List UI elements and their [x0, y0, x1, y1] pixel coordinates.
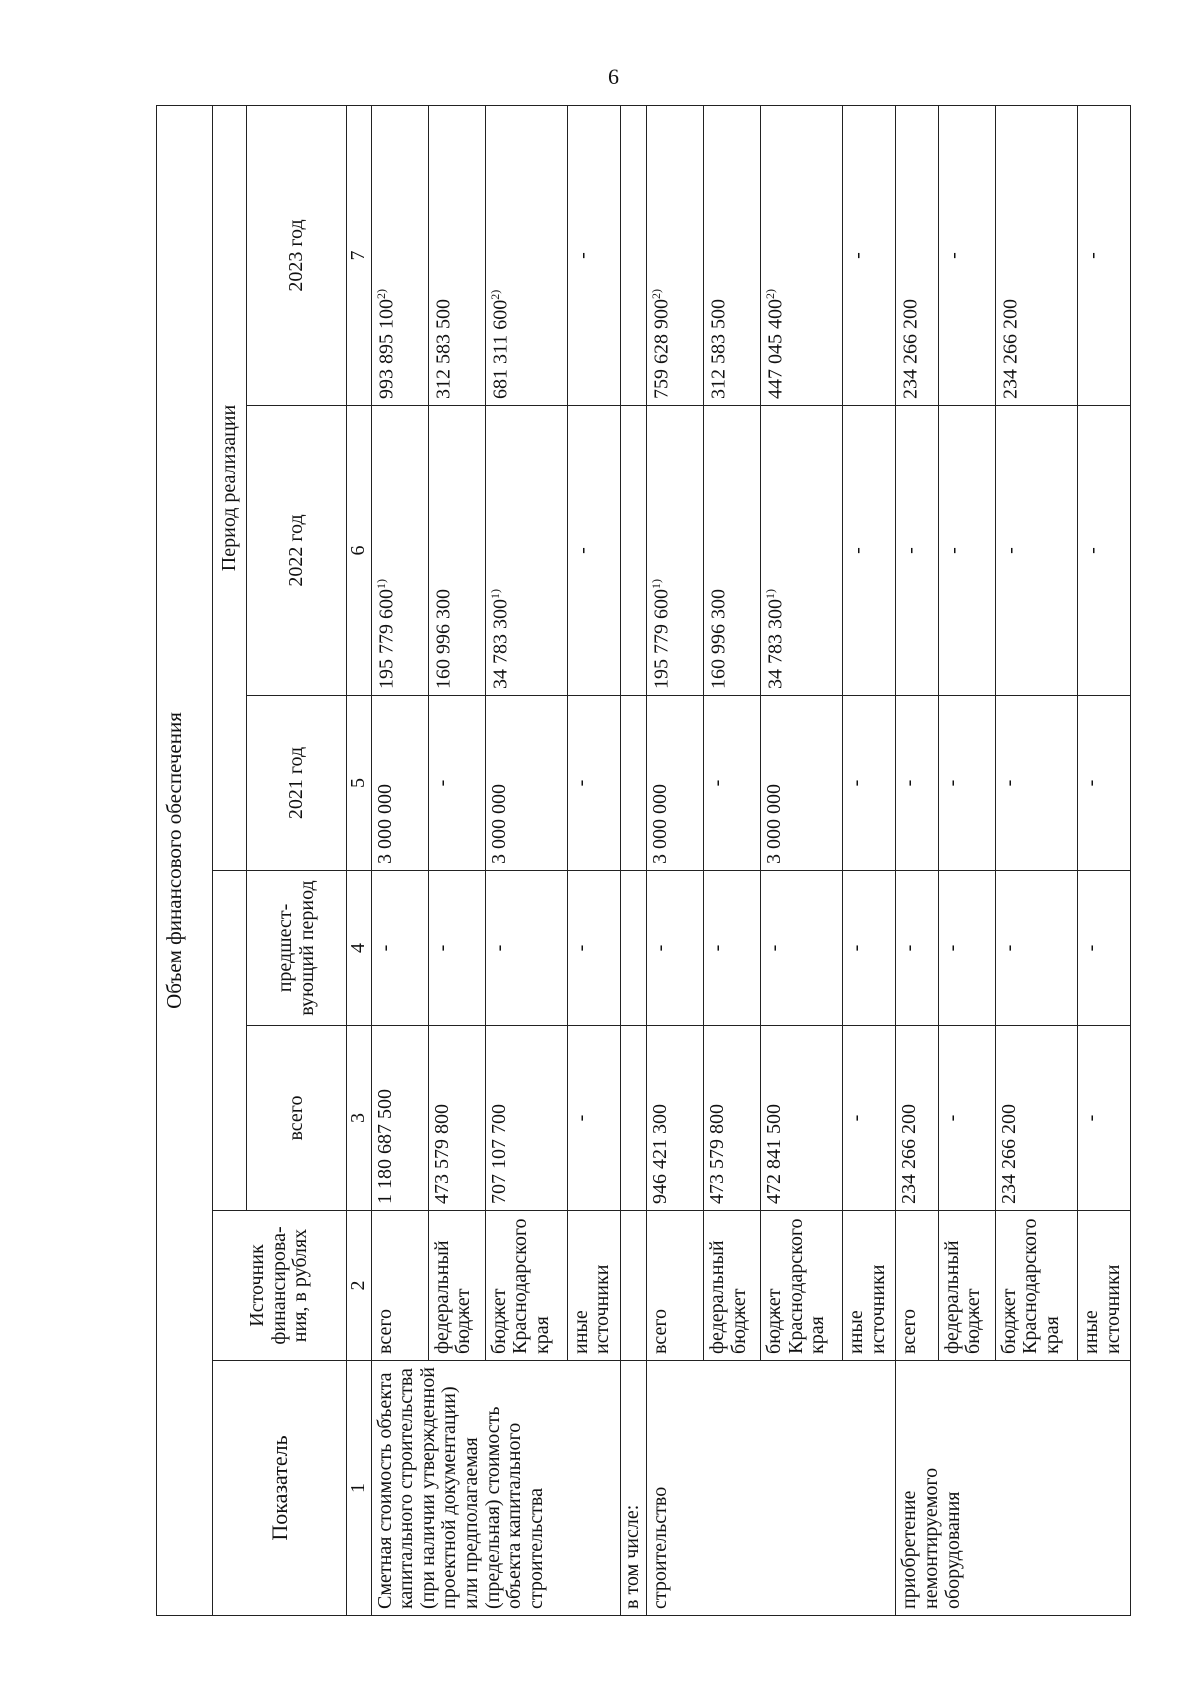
- col-number: 7: [347, 106, 372, 406]
- source-cell: федеральный бюджет: [938, 1211, 995, 1361]
- y2021-cell: 3 000 000: [761, 696, 843, 871]
- header-2023: 2023 год: [247, 106, 347, 406]
- y2021-cell: -: [896, 696, 938, 871]
- y2022-cell: 34 783 300$^{1)}$: [485, 406, 567, 696]
- total-cell: 234 266 200: [995, 1026, 1077, 1211]
- empty-cell: [620, 106, 646, 406]
- indicator-cell: Сметная стоимость объекта капитального строительства (при наличии утвержденной проектной документации) или предполагаемая (предельная) стоимость объекта капитального строительства: [371, 1361, 620, 1616]
- y2021-cell: 3 000 000: [371, 696, 428, 871]
- in-that-number-label: в том числе:: [620, 1361, 646, 1616]
- source-cell: федеральный бюджет: [428, 1211, 485, 1361]
- col-number: 5: [347, 696, 372, 871]
- col-number: 3: [347, 1026, 372, 1211]
- y2021-cell: 3 000 000: [485, 696, 567, 871]
- header-2021: 2021 год: [247, 696, 347, 871]
- y2023-cell: -: [567, 106, 620, 406]
- y2023-cell: 234 266 200: [995, 106, 1077, 406]
- rotated-table-wrapper: [156, 106, 1131, 1616]
- col-number: 6: [347, 406, 372, 696]
- table-row: [896, 106, 938, 1616]
- prior-cell: -: [1077, 871, 1130, 1026]
- source-cell: всего: [647, 1211, 704, 1361]
- y2022-cell: -: [1077, 406, 1130, 696]
- total-cell: -: [567, 1026, 620, 1211]
- prior-cell: -: [428, 871, 485, 1026]
- source-cell: всего: [371, 1211, 428, 1361]
- total-cell: 473 579 800: [704, 1026, 761, 1211]
- col-number: 4: [347, 871, 372, 1026]
- y2022-cell: -: [567, 406, 620, 696]
- y2022-cell: -: [938, 406, 995, 696]
- table-row: [371, 106, 428, 1616]
- empty-cell: [620, 1211, 646, 1361]
- source-cell: всего: [896, 1211, 938, 1361]
- y2023-cell: 993 895 100$^{2)}$: [371, 106, 428, 406]
- header-prior: предшест-вующий период: [247, 871, 347, 1026]
- y2023-cell: 681 311 600$^{2)}$: [485, 106, 567, 406]
- prior-cell: -: [647, 871, 704, 1026]
- source-cell: бюджет Краснодарского края: [761, 1211, 843, 1361]
- y2022-cell: 195 779 600$^{1)}$: [647, 406, 704, 696]
- y2022-cell: -: [896, 406, 938, 696]
- header-source: Источник финансирова-ния, в рублях: [213, 1211, 347, 1361]
- y2023-cell: 312 583 500: [428, 106, 485, 406]
- empty-cell: [620, 406, 646, 696]
- total-cell: 707 107 700: [485, 1026, 567, 1211]
- y2021-cell: -: [938, 696, 995, 871]
- total-cell: -: [843, 1026, 896, 1211]
- prior-cell: -: [567, 871, 620, 1026]
- y2022-cell: -: [843, 406, 896, 696]
- total-cell: 473 579 800: [428, 1026, 485, 1211]
- prior-cell: -: [761, 871, 843, 1026]
- y2021-cell: -: [843, 696, 896, 871]
- total-cell: 234 266 200: [896, 1026, 938, 1211]
- total-cell: 1 180 687 500: [371, 1026, 428, 1211]
- y2022-cell: 195 779 600$^{1)}$: [371, 406, 428, 696]
- header-total: всего: [247, 1026, 347, 1211]
- table-row: [647, 106, 704, 1616]
- header-period: Период реализации: [213, 106, 247, 871]
- empty-cell: [620, 871, 646, 1026]
- financing-table: [156, 105, 1131, 1616]
- prior-cell: -: [704, 871, 761, 1026]
- source-cell: иные источники: [843, 1211, 896, 1361]
- source-cell: иные источники: [567, 1211, 620, 1361]
- col-number: 1: [347, 1361, 372, 1616]
- y2021-cell: -: [704, 696, 761, 871]
- table-row: [620, 106, 646, 1616]
- prior-cell: -: [995, 871, 1077, 1026]
- y2021-cell: -: [995, 696, 1077, 871]
- col-number: 2: [347, 1211, 372, 1361]
- source-cell: федеральный бюджет: [704, 1211, 761, 1361]
- prior-cell: -: [485, 871, 567, 1026]
- source-cell: бюджет Краснодарского края: [995, 1211, 1077, 1361]
- source-cell: бюджет Краснодарского края: [485, 1211, 567, 1361]
- y2021-cell: 3 000 000: [647, 696, 704, 871]
- page-number: 6: [608, 64, 619, 89]
- y2022-cell: 34 783 300$^{1)}$: [761, 406, 843, 696]
- indicator-cell: приобретение немонтируемого оборудования: [896, 1361, 1131, 1616]
- source-cell: иные источники: [1077, 1211, 1130, 1361]
- y2023-cell: -: [843, 106, 896, 406]
- prior-cell: -: [938, 871, 995, 1026]
- y2023-cell: -: [1077, 106, 1130, 406]
- total-cell: -: [1077, 1026, 1130, 1211]
- y2023-cell: 312 583 500: [704, 106, 761, 406]
- header-blank: [213, 871, 247, 1211]
- table-title: Объем финансового обеспечения: [157, 106, 213, 1616]
- empty-cell: [620, 696, 646, 871]
- y2023-cell: 759 628 900$^{2)}$: [647, 106, 704, 406]
- header-indicator: Показатель: [213, 1361, 347, 1616]
- total-cell: -: [938, 1026, 995, 1211]
- prior-cell: -: [371, 871, 428, 1026]
- total-cell: 472 841 500: [761, 1026, 843, 1211]
- prior-cell: -: [843, 871, 896, 1026]
- y2022-cell: 160 996 300: [704, 406, 761, 696]
- total-cell: 946 421 300: [647, 1026, 704, 1211]
- y2021-cell: -: [428, 696, 485, 871]
- prior-cell: -: [896, 871, 938, 1026]
- y2021-cell: -: [567, 696, 620, 871]
- y2023-cell: 447 045 400$^{2)}$: [761, 106, 843, 406]
- empty-cell: [620, 1026, 646, 1211]
- y2021-cell: -: [1077, 696, 1130, 871]
- header-2022: 2022 год: [247, 406, 347, 696]
- y2023-cell: -: [938, 106, 995, 406]
- y2023-cell: 234 266 200: [896, 106, 938, 406]
- y2022-cell: -: [995, 406, 1077, 696]
- indicator-cell: строительство: [647, 1361, 896, 1616]
- y2022-cell: 160 996 300: [428, 406, 485, 696]
